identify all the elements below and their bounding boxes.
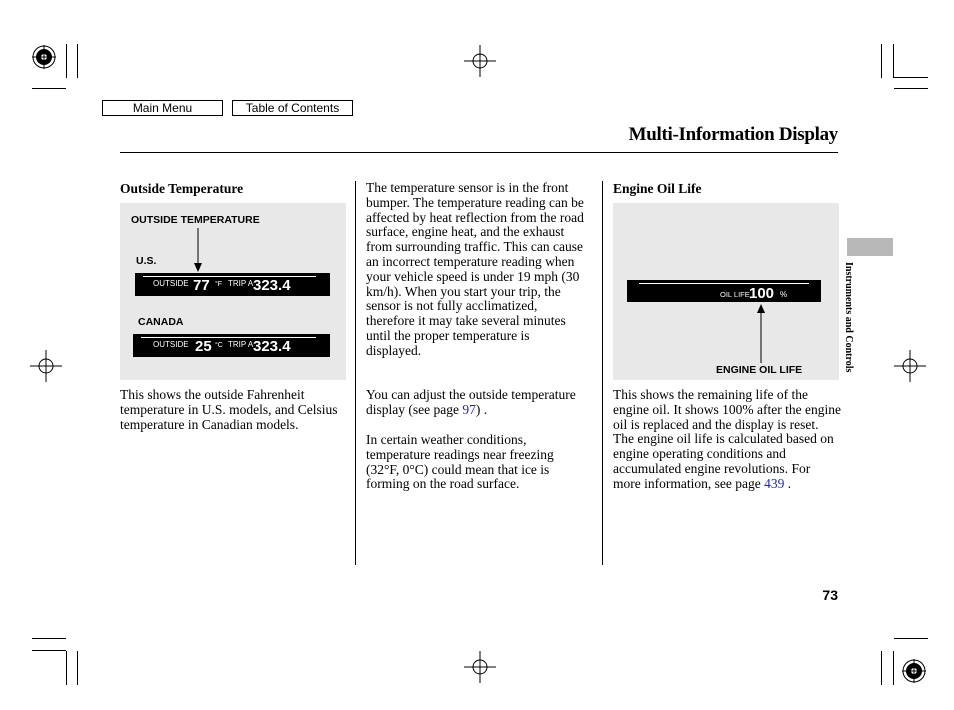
sensor-paragraph-2-text: You can adjust the outside temperature display (see page	[366, 387, 576, 417]
page-number: 73	[822, 587, 838, 603]
canada-display-panel	[133, 334, 330, 357]
engine-oil-life-callout: ENGINE OIL LIFE	[716, 364, 803, 376]
canada-trip-label: TRIP A	[228, 340, 254, 349]
outside-temperature-description: This shows the outside Fahrenheit temperature in U.S. models, and Celsius temperature in Canadian models.	[120, 387, 338, 432]
main-menu-button[interactable]: Main Menu	[102, 100, 223, 116]
us-temperature-value: 77	[193, 277, 210, 294]
outside-temperature-callout: OUTSIDE TEMPERATURE	[131, 214, 260, 226]
canada-temperature-unit: °C	[215, 342, 223, 349]
oil-life-unit: %	[780, 290, 788, 299]
canada-outside-label: OUTSIDE	[153, 340, 189, 349]
sensor-paragraph-3: In certain weather conditions, temperature readings near freezing (32°F, 0°C) could mean that ice is forming on the road surface.	[366, 432, 554, 492]
oil-life-value: 100	[749, 285, 775, 302]
star-target-bottom-right	[902, 659, 926, 683]
outside-temperature-heading: Outside Temperature	[120, 181, 244, 196]
sensor-paragraph-1: The temperature sensor is in the front bumper. The temperature reading can be affected by heat reflection from the road surface, engine heat, and the exhaust from surrounding traffic. This can cause an incorrect temperature reading when your vehicle speed is under 19 mph (30 km/h). When you start your trip, the sensor is not fully acclimatized, therefore it may take several minutes until the proper temperature is displayed.	[366, 180, 584, 358]
section-tab-marker	[847, 238, 893, 256]
column-divider-2	[602, 181, 603, 565]
canada-label: CANADA	[138, 316, 184, 328]
us-outside-label: OUTSIDE	[153, 279, 189, 288]
oil-callout-leader	[613, 203, 839, 380]
engine-oil-life-text-end: .	[784, 475, 792, 491]
us-trip-value: 323.4	[253, 277, 291, 294]
sensor-paragraph-2-end: ) .	[475, 401, 488, 417]
table-of-contents-button[interactable]: Table of Contents	[232, 100, 353, 116]
canada-trip-value: 323.4	[253, 338, 291, 355]
sensor-paragraph-2	[366, 388, 591, 418]
page-title: Multi-Information Display	[628, 124, 838, 145]
engine-oil-life-heading: Engine Oil Life	[613, 181, 702, 196]
us-temperature-unit: °F	[215, 281, 223, 288]
outside-temperature-figure	[120, 203, 346, 380]
us-label: U.S.	[136, 255, 157, 267]
column-divider-1	[355, 181, 356, 565]
star-target-top-left	[32, 45, 56, 69]
canada-temperature-value: 25	[195, 338, 212, 355]
header-rule	[120, 152, 838, 153]
oil-life-label: OIL LIFE	[720, 290, 750, 299]
us-trip-label: TRIP A	[228, 279, 254, 288]
section-tab-label: Instruments and Controls	[843, 262, 854, 373]
engine-oil-life-text: This shows the remaining life of the engine oil. It shows 100% after the engine oil is replaced and the display is reset. The engine oil life is calculated based on engine operating conditions and accumulated engine revolutions. For more information, see page	[613, 387, 841, 491]
page-97-link[interactable]: 97	[462, 401, 476, 417]
engine-oil-life-figure	[613, 203, 839, 380]
us-display-panel	[135, 273, 330, 296]
page-439-link[interactable]: 439	[764, 475, 785, 491]
engine-oil-life-description	[613, 388, 841, 492]
